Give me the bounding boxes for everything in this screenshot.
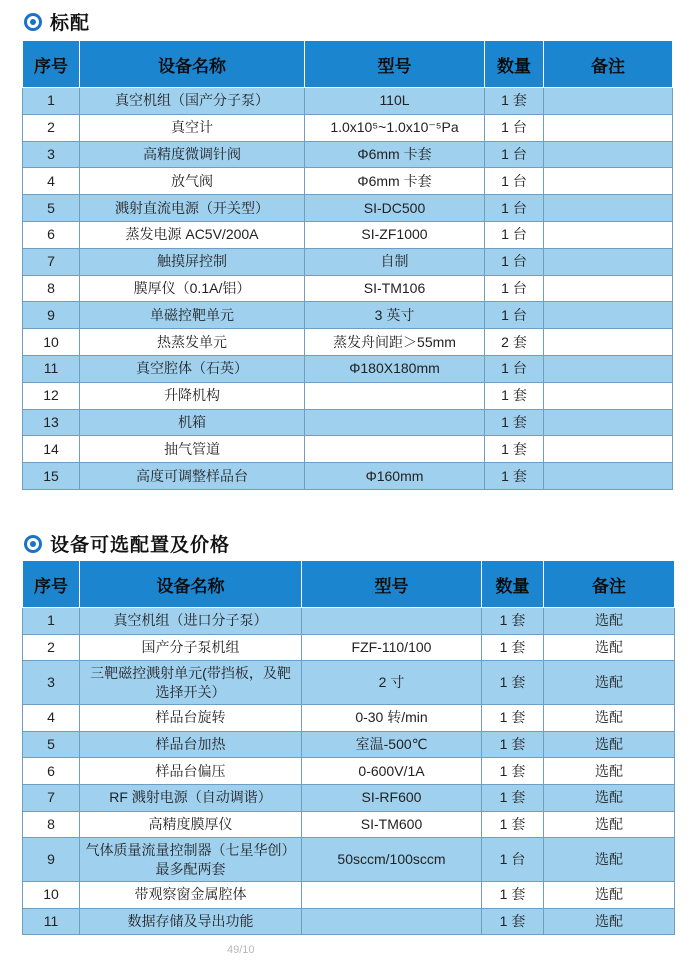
table-row	[23, 302, 673, 329]
table-cell: 4	[23, 168, 80, 195]
target-bullet-icon	[24, 13, 42, 31]
table-cell: 样品台加热	[80, 731, 302, 758]
table-cell: 50sccm/100sccm	[302, 838, 482, 882]
table-cell	[544, 409, 673, 436]
table-row	[23, 221, 673, 248]
table-row	[23, 838, 675, 882]
target-bullet-icon	[24, 535, 42, 553]
table-cell: Φ180X180mm	[305, 355, 485, 382]
table-cell: 1 套	[482, 758, 544, 785]
table-cell	[305, 436, 485, 463]
table-row	[23, 908, 675, 935]
table-cell: 选配	[544, 661, 675, 705]
table-row	[23, 275, 673, 302]
table-row	[23, 114, 673, 141]
table-cell: 1 台	[485, 141, 544, 168]
table-cell: 2 套	[485, 329, 544, 356]
table-cell	[544, 436, 673, 463]
table-cell: 4	[23, 705, 80, 732]
table-cell	[302, 882, 482, 909]
table-row	[23, 705, 675, 732]
table-cell: 样品台旋转	[80, 705, 302, 732]
table-row	[23, 882, 675, 909]
table-cell: 3 英寸	[305, 302, 485, 329]
table-row	[23, 811, 675, 838]
table-cell: 11	[23, 908, 80, 935]
column-header: 序号	[23, 41, 80, 88]
table-cell: 15	[23, 463, 80, 490]
table-cell: 2	[23, 114, 80, 141]
table-cell: FZF-110/100	[302, 634, 482, 661]
table-cell: 1 套	[482, 811, 544, 838]
table-cell: 5	[23, 195, 80, 222]
table-cell: 选配	[544, 811, 675, 838]
table-cell: 触摸屏控制	[80, 248, 305, 275]
table-cell: 单磁控靶单元	[80, 302, 305, 329]
table-cell	[544, 382, 673, 409]
table-cell: 溅射直流电源（开关型）	[80, 195, 305, 222]
table-header-row	[23, 41, 673, 88]
table-cell: 样品台偏压	[80, 758, 302, 785]
table-cell: 5	[23, 731, 80, 758]
table-cell: 真空机组（国产分子泵）	[80, 88, 305, 115]
table-row	[23, 463, 673, 490]
table-cell	[544, 275, 673, 302]
table-cell: 真空机组（进口分子泵）	[80, 608, 302, 635]
table-row	[23, 355, 673, 382]
table-cell: 选配	[544, 882, 675, 909]
table-cell: 13	[23, 409, 80, 436]
table-cell: 9	[23, 302, 80, 329]
table-cell: 选配	[544, 731, 675, 758]
column-header: 数量	[485, 41, 544, 88]
table-cell	[544, 168, 673, 195]
table-cell: 选配	[544, 908, 675, 935]
table-cell: 1 台	[485, 275, 544, 302]
table-cell: 气体质量流量控制器（七星华创）最多配两套	[80, 838, 302, 882]
table-cell: 10	[23, 882, 80, 909]
table-cell: 高精度膜厚仪	[80, 811, 302, 838]
table-cell: 0-30 转/min	[302, 705, 482, 732]
table-cell: 3	[23, 661, 80, 705]
table-cell: 1 套	[482, 705, 544, 732]
table-cell: 9	[23, 838, 80, 882]
table-cell	[544, 221, 673, 248]
table-cell: 国产分子泵机组	[80, 634, 302, 661]
page-number: 49/10	[227, 944, 255, 956]
table-cell: 1 套	[485, 436, 544, 463]
table-cell: 真空计	[80, 114, 305, 141]
standard-config-table	[22, 40, 673, 490]
table-cell	[305, 382, 485, 409]
table-cell: 热蒸发单元	[80, 329, 305, 356]
table-cell: 机箱	[80, 409, 305, 436]
table-cell	[544, 114, 673, 141]
table-cell: 1 台	[485, 114, 544, 141]
table-row	[23, 248, 673, 275]
table-cell	[302, 608, 482, 635]
table-cell: 12	[23, 382, 80, 409]
table-cell: 高度可调整样品台	[80, 463, 305, 490]
table-cell: 1 台	[485, 355, 544, 382]
column-header: 型号	[305, 41, 485, 88]
table-cell: 11	[23, 355, 80, 382]
table-cell: 蒸发舟间距＞55mm	[305, 329, 485, 356]
section-header-standard	[24, 8, 90, 35]
table-cell	[544, 355, 673, 382]
table-cell: 1 台	[482, 838, 544, 882]
table-cell: 抽气管道	[80, 436, 305, 463]
table-cell: 自制	[305, 248, 485, 275]
table-cell: 3	[23, 141, 80, 168]
table-cell: SI-DC500	[305, 195, 485, 222]
table-cell: 1 台	[485, 195, 544, 222]
column-header: 设备名称	[80, 561, 302, 608]
table-cell: 1 套	[485, 409, 544, 436]
table-cell	[544, 302, 673, 329]
table-cell: 1 套	[482, 661, 544, 705]
table-cell: 1	[23, 88, 80, 115]
table-cell: 三靶磁控溅射单元(带挡板，及靶选择开关）	[80, 661, 302, 705]
table-cell: 高精度微调针阀	[80, 141, 305, 168]
table-cell: 蒸发电源 AC5V/200A	[80, 221, 305, 248]
column-header: 数量	[482, 561, 544, 608]
table-cell: 1 套	[485, 382, 544, 409]
table-cell	[544, 141, 673, 168]
column-header: 备注	[544, 41, 673, 88]
table-cell: 选配	[544, 758, 675, 785]
table-cell	[302, 908, 482, 935]
table-cell: 8	[23, 275, 80, 302]
table-cell: RF 溅射电源（自动调谐）	[80, 784, 302, 811]
table-cell: 1 套	[482, 908, 544, 935]
table-header-row	[23, 561, 675, 608]
section-header-optional	[24, 530, 230, 557]
table-row	[23, 731, 675, 758]
table-cell: 110L	[305, 88, 485, 115]
column-header: 型号	[302, 561, 482, 608]
table-cell: 0-600V/1A	[302, 758, 482, 785]
table-cell: 6	[23, 758, 80, 785]
table-row	[23, 329, 673, 356]
table-cell: 1 套	[482, 784, 544, 811]
table-cell: 7	[23, 248, 80, 275]
table-cell: SI-RF600	[302, 784, 482, 811]
table-cell: Φ160mm	[305, 463, 485, 490]
table-cell: 室温-500℃	[302, 731, 482, 758]
table-cell: 1 套	[482, 731, 544, 758]
table-cell: 1 台	[485, 221, 544, 248]
table-cell: 选配	[544, 838, 675, 882]
table-cell: 1 台	[485, 168, 544, 195]
table-cell: 带观察窗金属腔体	[80, 882, 302, 909]
table-cell: 选配	[544, 784, 675, 811]
table-cell: 膜厚仪（0.1A/铝）	[80, 275, 305, 302]
table-cell: 数据存储及导出功能	[80, 908, 302, 935]
table-cell	[544, 329, 673, 356]
table-row	[23, 382, 673, 409]
column-header: 设备名称	[80, 41, 305, 88]
table-cell	[544, 248, 673, 275]
table-cell: 1 套	[485, 463, 544, 490]
table-row	[23, 608, 675, 635]
table-cell: Φ6mm 卡套	[305, 168, 485, 195]
table-cell: 1	[23, 608, 80, 635]
table-row	[23, 784, 675, 811]
table-cell: 6	[23, 221, 80, 248]
table-cell: Φ6mm 卡套	[305, 141, 485, 168]
table-row	[23, 141, 673, 168]
table-cell: 2 寸	[302, 661, 482, 705]
table-row	[23, 409, 673, 436]
table-cell	[544, 463, 673, 490]
table-cell: 7	[23, 784, 80, 811]
table-cell: 10	[23, 329, 80, 356]
table-cell: 1.0x10⁵~1.0x10⁻⁵Pa	[305, 114, 485, 141]
table-cell: 8	[23, 811, 80, 838]
table-cell: 1 台	[485, 302, 544, 329]
table-cell: 1 台	[485, 248, 544, 275]
table-row	[23, 168, 673, 195]
table-cell: 14	[23, 436, 80, 463]
table-cell: 1 套	[482, 634, 544, 661]
table-cell: 1 套	[482, 882, 544, 909]
table-cell: 1 套	[485, 88, 544, 115]
table-cell: SI-TM106	[305, 275, 485, 302]
table-row	[23, 195, 673, 222]
table-cell: 真空腔体（石英）	[80, 355, 305, 382]
table-cell	[544, 88, 673, 115]
optional-config-table	[22, 560, 675, 935]
table-cell	[305, 409, 485, 436]
table-row	[23, 661, 675, 705]
section-title: 标配	[50, 13, 91, 34]
table-cell: 选配	[544, 634, 675, 661]
table-cell: 放气阀	[80, 168, 305, 195]
table-cell: SI-ZF1000	[305, 221, 485, 248]
table-row	[23, 634, 675, 661]
table-row	[23, 88, 673, 115]
column-header: 序号	[23, 561, 80, 608]
column-header: 备注	[544, 561, 675, 608]
table-cell	[544, 195, 673, 222]
section-title: 设备可选配置及价格	[50, 535, 231, 556]
table-row	[23, 758, 675, 785]
table-cell: 升降机构	[80, 382, 305, 409]
table-cell: SI-TM600	[302, 811, 482, 838]
table-cell: 选配	[544, 608, 675, 635]
table-cell: 2	[23, 634, 80, 661]
table-cell: 选配	[544, 705, 675, 732]
table-cell: 1 套	[482, 608, 544, 635]
table-row	[23, 436, 673, 463]
